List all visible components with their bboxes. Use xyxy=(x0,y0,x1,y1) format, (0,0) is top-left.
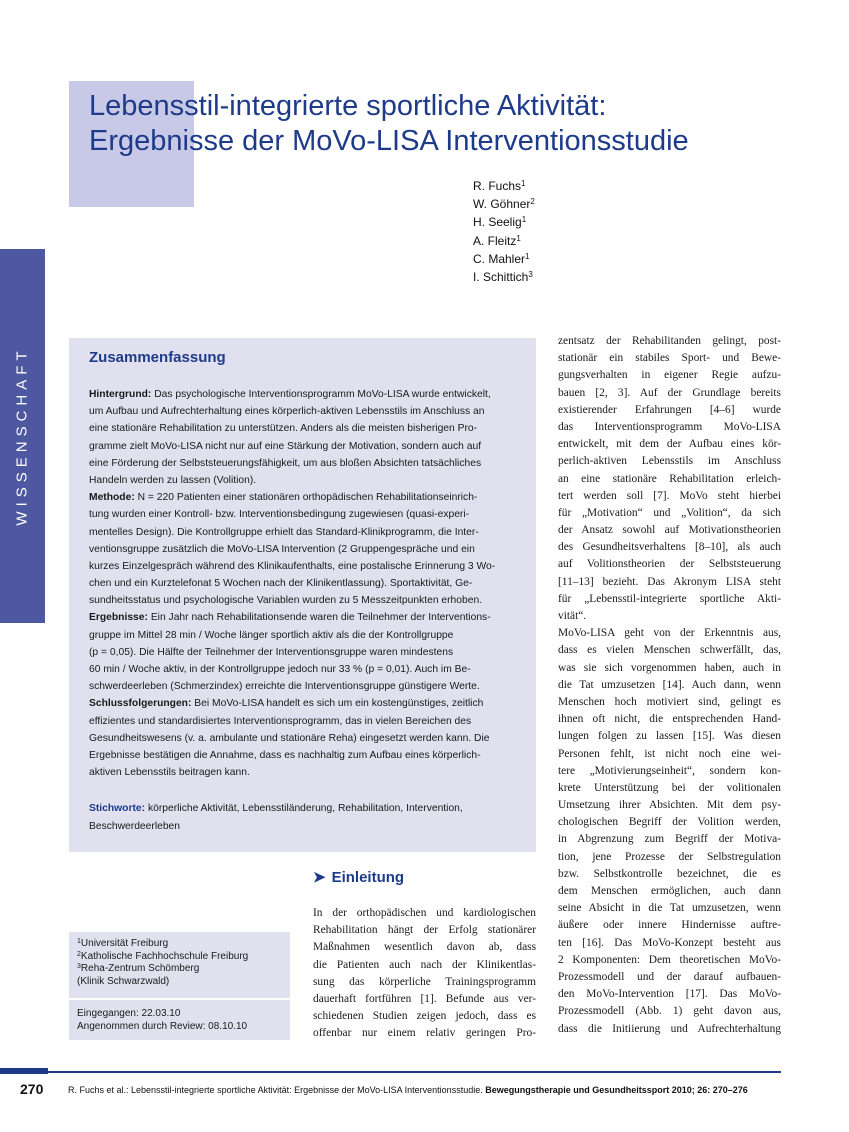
body-line: auf Volitionstheorien der Selbststeuerung xyxy=(558,558,781,571)
title-line: Lebensstil-integrierte sportliche Aktivität: xyxy=(89,90,607,122)
body-line: die Tat umzusetzen [14]. Auch dann, wenn xyxy=(558,678,781,691)
abstract-text: Gesundheitswesens (v. a. ambulante und stationäre Reha) eingesetzt werden kann. Die xyxy=(89,732,490,744)
affiliation-text: Reha-Zentrum Schömberg xyxy=(80,963,200,975)
body-line: In der orthopädischen und kardiologischen xyxy=(313,907,536,919)
body-line: existierender Erfahrungen [4–6] wurde xyxy=(558,403,781,416)
body-line: Prozessmodell (Abb. 1) geht davon aus, xyxy=(558,1005,781,1018)
body-line: bzw. Selbstkontrolle bezeichnet, die es xyxy=(558,867,781,880)
abstract-subheading: Methode: xyxy=(89,492,135,504)
abstract-text: Bei MoVo-LISA handelt es sich um ein kostengünstiges, zeitlich xyxy=(191,698,484,710)
affiliation-item xyxy=(77,963,248,976)
affiliation-item xyxy=(77,938,248,951)
footer-citation xyxy=(68,1085,748,1095)
body-line: seine Absicht in die Tat umzusetzen, wenn xyxy=(558,902,781,915)
section-heading-text: Einleitung xyxy=(331,869,405,886)
author-name: I. Schittich xyxy=(473,270,529,285)
affiliation-mark: 1 xyxy=(77,938,81,945)
body-line: für „Lebensstil-integrierte sportliche Akti- xyxy=(558,592,781,605)
accepted-date: Angenommen durch Review: 08.10.10 xyxy=(77,1021,248,1032)
author-affiliation-mark: 1 xyxy=(521,179,526,188)
abstract-line xyxy=(89,489,516,506)
body-line: lungen folgen zu lassen [15]. Was diesen xyxy=(558,730,781,743)
abstract-body xyxy=(89,386,516,781)
abstract-text: eine Förderung der Selbststeuerungsfähigkeit, um aus bloßen Absichten tatsächliches xyxy=(89,457,482,469)
received-dates xyxy=(77,1007,247,1033)
author-list xyxy=(473,177,535,286)
body-line: dass es vielen Menschen schwerfällt, das, xyxy=(558,644,781,657)
affiliation-text: (Klinik Schwarzwald) xyxy=(77,976,170,988)
abstract-text: Handeln werden zu lassen (Volition). xyxy=(89,474,257,486)
affiliation-list xyxy=(77,938,248,989)
abstract-line xyxy=(89,764,516,781)
citation-text: R. Fuchs et al.: Lebensstil-integrierte sportliche Aktivität: Ergebnisse der MoVo-LISA Interventionsstudie. xyxy=(68,1085,486,1095)
keywords-line xyxy=(89,800,519,818)
affiliation-text: Katholische Fachhochschule Freiburg xyxy=(80,950,249,962)
abstract-text: ventionsgruppe zusätzlich die MoVo-LISA Intervention (2 Gruppengespräche und ein xyxy=(89,543,475,555)
body-line: dauerhaft fortführen [1]. Befunde aus ver- xyxy=(313,992,536,1005)
body-line: für „Motivation“ und „Volition“, da sich xyxy=(558,506,781,519)
body-line: schiedenen Studien zeigen jedoch, dass es xyxy=(313,1010,536,1023)
author-affiliation-mark: 1 xyxy=(516,233,521,243)
abstract-line xyxy=(89,609,516,626)
footer-rule xyxy=(0,1071,781,1073)
section-heading-einleitung xyxy=(313,868,404,886)
keywords-text: körperliche Aktivität, Lebensstiländerung, Rehabilitation, Intervention, xyxy=(145,803,463,814)
body-line: Umsetzung ihrer Absichten. Mit dem psy- xyxy=(558,799,781,812)
abstract-line xyxy=(89,455,516,472)
author-affiliation-mark: 3 xyxy=(528,270,533,280)
arrow-icon: ➤ xyxy=(313,869,326,886)
abstract-text: Ein Jahr nach Rehabilitationsende waren die Teilnehmer der Interventions- xyxy=(147,612,491,624)
author-affiliation-mark: 2 xyxy=(530,197,535,207)
abstract-line xyxy=(89,627,516,644)
abstract-line xyxy=(89,438,516,455)
keywords-label: Stichworte: xyxy=(89,803,146,814)
body-line: die Patienten auch nach der Klinikentlas- xyxy=(313,958,536,971)
author-item xyxy=(473,250,535,268)
author-item xyxy=(473,232,535,250)
abstract-text: um Aufbau und Aufrechterhaltung eines körperlich-aktiven Lebensstils im Anschluss an xyxy=(89,406,485,418)
body-line: Maßnahmen wesentlich davon ab, dass xyxy=(313,941,536,954)
body-line: dass die Initiierung und Aufrechterhaltung xyxy=(558,1022,781,1035)
body-line: [11–13] bezieht. Das Akronym LISA steht xyxy=(558,575,781,588)
body-line: bauen [2, 3]. Auf der Grundlage bereits xyxy=(558,386,781,399)
body-line: Personen fehlt, ist nicht noch eine wei- xyxy=(558,747,781,760)
abstract-title: Zusammenfassung xyxy=(89,349,226,366)
affiliation-item xyxy=(77,976,248,989)
side-tab-label: WISSENSCHAFT xyxy=(13,346,31,526)
body-line: chologischen Begriff der Volition werden, xyxy=(558,816,781,829)
abstract-text: chen und ein Kurztelefonat 5 Wochen nach der Klinikentlassung). Sportaktivität, Ge- xyxy=(89,578,473,590)
journal-reference: Bewegungstherapie und Gesundheitssport 2010; 26: 270–276 xyxy=(485,1085,748,1095)
abstract-text: schwerdeerleben (Schmerzindex) erreichte die Interventionsgruppe günstigere Werte. xyxy=(89,681,480,693)
affiliation-text: Universität Freiburg xyxy=(80,938,169,949)
body-line: Menschen hoch motiviert sind, gelingt es xyxy=(558,695,781,708)
author-item xyxy=(473,213,535,231)
affiliation-divider xyxy=(69,998,290,1000)
abstract-text: tung wurden einer Kontroll- bzw. Interventionsbedingung zugewiesen (quasi-experi- xyxy=(89,509,470,521)
abstract-line xyxy=(89,747,516,764)
abstract-line xyxy=(89,730,516,747)
body-line: den MoVo-Intervention [17]. Das MoVo- xyxy=(558,988,781,1001)
abstract-line xyxy=(89,713,516,730)
abstract-line xyxy=(89,506,516,523)
abstract-line xyxy=(89,524,516,541)
body-line: der Ansatz sowohl auf Motivationstheorien xyxy=(558,524,781,537)
abstract-text: eine stationäre Rehabilitation zu unterstützen. Anders als die meisten bisherigen Pro- xyxy=(89,423,478,435)
abstract-subheading: Hintergrund: xyxy=(89,389,152,400)
author-name: H. Seelig xyxy=(473,215,522,230)
body-line: das Interventionsprogramm MoVo-LISA xyxy=(558,420,781,433)
abstract-line xyxy=(89,695,516,712)
author-affiliation-mark: 1 xyxy=(525,251,530,261)
body-line: krete Unterstützung bei der volitionalen xyxy=(558,781,781,794)
body-column-right xyxy=(558,333,781,1038)
author-item xyxy=(473,268,535,286)
body-line: stationär ein stabiles Sport- und Bewe- xyxy=(558,352,781,365)
author-item xyxy=(473,177,535,195)
abstract-line xyxy=(89,661,516,678)
body-line: entwickelt, mit dem der Aufbau eines kör- xyxy=(558,438,781,451)
received-date: Eingegangen: 22.03.10 xyxy=(77,1008,181,1019)
body-line: was sie sich vorgenommen haben, auch in xyxy=(558,661,781,674)
body-line: äußere oder innere Hindernisse auftre- xyxy=(558,919,781,932)
body-line: perlich-aktiven Lebensstils im Anschluss xyxy=(558,455,781,468)
abstract-text: N = 220 Patienten einer stationären orthopädischen Rehabilitationseinrich- xyxy=(134,492,478,504)
affiliation-mark: 3 xyxy=(77,963,81,971)
abstract-text: aktiven Lebensstils beitragen kann. xyxy=(89,767,250,779)
body-line: Prozessmodell und der darauf aufbauen- xyxy=(558,970,781,983)
author-name: R. Fuchs xyxy=(473,179,522,193)
abstract-text: sundheitsstatus und psychologische Variablen wurden zu 5 Messzeitpunkten erhoben. xyxy=(89,595,483,607)
body-line: ihnen oft nicht, die entsprechenden Hand- xyxy=(558,713,781,726)
abstract-text: gramme zielt MoVo-LISA nicht nur auf eine Stärkung der Motivation, sondern auch auf xyxy=(89,440,482,452)
author-affiliation-mark: 1 xyxy=(521,215,527,225)
abstract-line xyxy=(89,558,516,575)
body-column-middle xyxy=(313,905,536,1043)
abstract-text: 60 min / Woche aktiv, in der Kontrollgruppe jedoch nur 33 % (p = 0,01). Auch im Be- xyxy=(89,664,471,675)
abstract-text: gruppe im Mittel 28 min / Woche länger sportlich aktiv als die der Kontrollgruppe xyxy=(89,629,454,641)
abstract-line xyxy=(89,575,516,592)
abstract-line xyxy=(89,472,516,489)
abstract-line xyxy=(89,541,516,558)
body-line: Rehabilitation hängt der Erfolg stationärer xyxy=(313,924,536,937)
body-line: dem Menschen ermöglichen, auch dann xyxy=(558,885,781,897)
abstract-line xyxy=(89,678,516,695)
body-line: zentsatz der Rehabilitanden gelingt, post- xyxy=(558,335,781,347)
abstract-line xyxy=(89,592,516,609)
footer-rule-accent xyxy=(0,1068,48,1074)
body-line: MoVo-LISA geht von der Erkenntnis aus, xyxy=(558,627,781,640)
author-name: C. Mahler xyxy=(473,251,526,266)
abstract-text: Ergebnisse bestätigen die Annahme, dass es nachhaltig zum Aufbau eines körperlich- xyxy=(89,749,481,761)
author-name: W. Göhner xyxy=(473,197,531,212)
abstract-line xyxy=(89,386,516,403)
keywords-line: Beschwerdeerleben xyxy=(89,821,181,832)
author-item xyxy=(473,195,535,213)
abstract-text: Das psychologische Interventionsprogramm MoVo-LISA wurde entwickelt, xyxy=(151,389,491,400)
body-line: an eine stationäre Rehabilitation erleich- xyxy=(558,472,781,485)
affiliation-mark: 2 xyxy=(77,950,81,958)
abstract-text: kurzes Einzelgespräch während des Klinikaufenthalts, eine postalische Erinnerung 3 Wo- xyxy=(89,560,496,572)
title-line: Ergebnisse der MoVo-LISA Interventionsstudie xyxy=(89,125,689,157)
keywords xyxy=(89,800,519,836)
section-side-tab xyxy=(0,249,45,623)
abstract-text: effizientes und standardisiertes Interventionsprogramm, das in vielen Bereichen des xyxy=(89,715,472,727)
body-line: ten [16]. Das MoVo-Konzept besteht aus xyxy=(558,936,781,949)
page-number: 270 xyxy=(20,1081,44,1097)
abstract-text: (p = 0,05). Die Hälfte der Teilnehmer der Interventionsgruppe waren mindestens xyxy=(89,646,454,658)
body-line: 2 Komponenten: Dem theoretischen MoVo- xyxy=(558,953,781,966)
body-line: sung das körperliche Trainingsprogramm xyxy=(313,975,536,988)
body-line: des Gesundheitsverhaltens [8–10], als auch xyxy=(558,541,781,554)
body-line: in Abgrenzung zum Begriff der Motiva- xyxy=(558,833,781,846)
body-line: tere „Motivierungseinheit“, sondern kon- xyxy=(558,764,781,777)
abstract-subheading: Schlussfolgerungen: xyxy=(89,698,192,710)
article-title xyxy=(89,89,689,159)
body-line: gungsverhalten in eigener Regie aufzu- xyxy=(558,369,781,382)
author-name: A. Fleitz xyxy=(473,233,517,248)
body-line: tert werden soll [7]. MoVo steht hierbei xyxy=(558,489,781,502)
body-line: vität“. xyxy=(558,610,587,622)
abstract-line xyxy=(89,420,516,437)
abstract-line xyxy=(89,403,516,420)
abstract-line xyxy=(89,644,516,661)
body-line: offenbar nur einem relativ geringen Pro- xyxy=(313,1027,536,1040)
affiliation-item xyxy=(77,951,248,964)
abstract-subheading: Ergebnisse: xyxy=(89,612,148,624)
abstract-text: mentelles Design). Die Kontrollgruppe erhielt das Standard-Klinikprogramm, die Inter- xyxy=(89,526,479,538)
body-line: tion, jene Prozesse der Selbstregulation xyxy=(558,850,781,863)
